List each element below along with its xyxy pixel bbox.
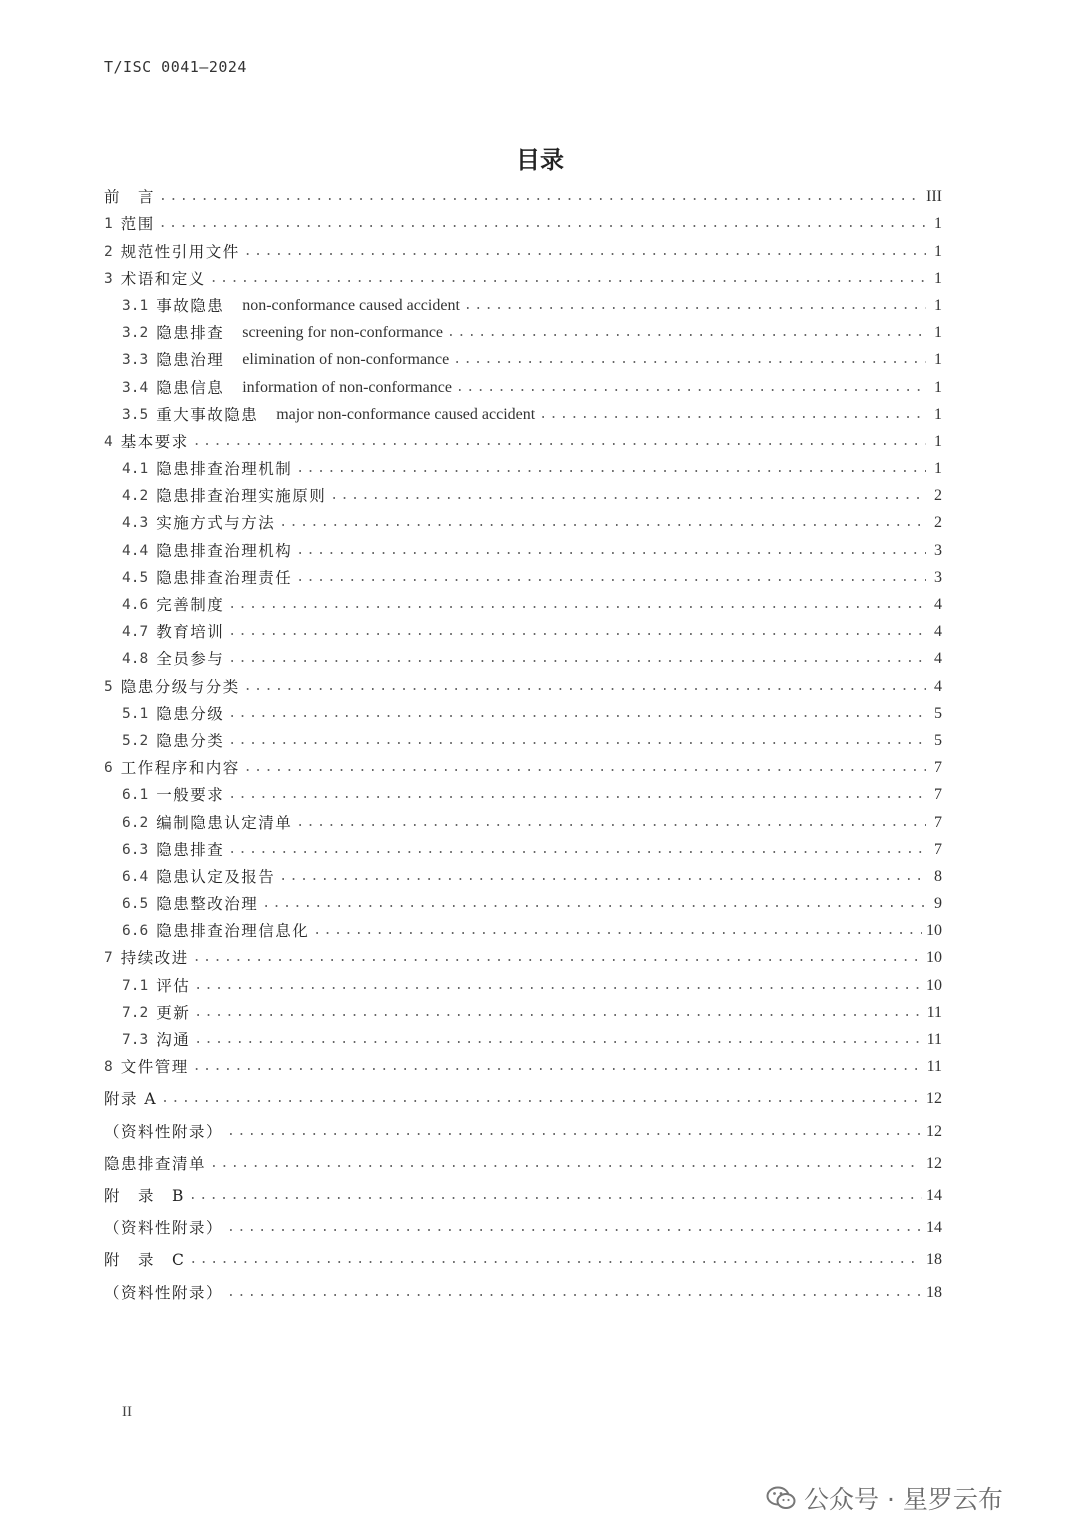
toc-dot-leader xyxy=(161,1089,922,1109)
toc-entry[interactable] xyxy=(104,1270,942,1302)
toc-dot-leader xyxy=(244,242,926,262)
toc-entry-page: 18 xyxy=(926,1251,942,1269)
toc-entry-page: 3 xyxy=(934,568,942,586)
toc-dot-leader xyxy=(296,541,926,561)
toc-entry-page: 1 xyxy=(934,324,942,342)
toc-entry-number: 5.2 xyxy=(122,732,149,749)
toc-entry-label: 一般要求 xyxy=(156,786,225,805)
toc-entry[interactable] xyxy=(104,533,942,560)
toc-entry-label: 隐患信息 xyxy=(156,378,225,397)
toc-entry-page: 14 xyxy=(926,1219,942,1237)
toc-entry-page: 4 xyxy=(934,596,942,613)
toc-entry-label: 隐患排查 xyxy=(156,840,225,859)
toc-entry[interactable] xyxy=(104,561,942,588)
standard-id: T/ISC 0041—2024 xyxy=(104,58,247,76)
toc-entry-number: 1 xyxy=(104,216,113,233)
toc-entry-number: 6.1 xyxy=(122,787,149,804)
toc-entry-page: 18 xyxy=(926,1283,942,1301)
toc-entry-label: 编制隐患认定清单 xyxy=(156,813,293,832)
toc-entry-label: 评估 xyxy=(156,976,191,995)
toc-entry-page: 1 xyxy=(934,432,942,450)
toc-entry[interactable] xyxy=(104,669,942,696)
toc-entry-page: 7 xyxy=(934,786,942,804)
toc-entry[interactable] xyxy=(104,452,942,479)
toc-entry-label: 工作程序和内容 xyxy=(120,759,240,778)
toc-entry[interactable] xyxy=(104,615,942,642)
toc-entry-label: 附录 A xyxy=(104,1090,158,1109)
toc-entry-page: 1 xyxy=(934,351,942,369)
toc-entry[interactable] xyxy=(104,1077,942,1109)
toc-entry-number: 3.2 xyxy=(122,325,149,342)
toc-entry-number: 7.3 xyxy=(122,1032,149,1048)
toc-entry[interactable] xyxy=(104,479,942,506)
toc-entry-number: 6.5 xyxy=(122,896,149,913)
toc-entry-label: （资料性附录） xyxy=(104,1283,224,1302)
toc-entry-number: 6 xyxy=(104,760,113,777)
toc-entry[interactable] xyxy=(104,1142,942,1174)
toc-entry-page: 1 xyxy=(934,242,942,260)
toc-entry-label: （资料性附录） xyxy=(104,1219,224,1238)
toc-dot-leader xyxy=(194,1030,922,1050)
toc-entry-label: 前 言 xyxy=(104,188,156,207)
toc-entry-label: 全员参与 xyxy=(156,650,225,669)
toc-entry-page: 11 xyxy=(926,1031,942,1048)
toc-dot-leader xyxy=(228,731,926,751)
toc-entry[interactable] xyxy=(104,697,942,724)
toc-entry[interactable] xyxy=(104,1206,942,1238)
toc-entry-number: 7 xyxy=(104,950,113,967)
toc-entry-page: 14 xyxy=(926,1186,942,1204)
toc-entry-label: 隐患认定及报告 xyxy=(156,867,276,886)
toc-entry-page: 1 xyxy=(934,405,942,423)
toc-entry-label: 隐患排查 xyxy=(156,324,225,343)
toc-entry-page: 2 xyxy=(934,487,942,505)
toc-entry[interactable] xyxy=(104,316,942,343)
toc-entry[interactable] xyxy=(104,1238,942,1270)
toc-entry-number: 4 xyxy=(104,433,113,450)
toc-entry-label: 完善制度 xyxy=(156,596,225,614)
toc-entry-english: information of non-conformance xyxy=(242,378,452,396)
toc-entry-number: 4.8 xyxy=(122,651,149,668)
toc-entry-english: non-conformance caused accident xyxy=(242,296,460,314)
toc-entry-number: 4.7 xyxy=(122,624,149,641)
toc-entry-label: 隐患分级 xyxy=(156,704,225,723)
toc-entry-number: 4.4 xyxy=(122,542,149,559)
table-of-contents xyxy=(104,180,942,1303)
toc-entry-label: （资料性附录） xyxy=(104,1122,224,1141)
toc-dot-leader xyxy=(189,1250,922,1270)
toc-entry-number: 7.1 xyxy=(122,977,149,994)
watermark-text: 公众号 · 星罗云布 xyxy=(804,1485,1003,1514)
toc-dot-leader xyxy=(456,378,926,398)
toc-entry[interactable] xyxy=(104,751,942,778)
toc-entry-page: 3 xyxy=(934,541,942,559)
toc-entry-number: 3.5 xyxy=(122,406,149,423)
toc-entry-number: 2 xyxy=(104,243,113,260)
toc-entry[interactable] xyxy=(104,1050,942,1077)
toc-dot-leader xyxy=(193,1057,923,1077)
toc-dot-leader xyxy=(228,840,926,860)
toc-entry-label: 范围 xyxy=(120,215,155,234)
toc-entry[interactable] xyxy=(104,996,942,1023)
page-number: II xyxy=(122,1404,132,1420)
toc-entry-label: 基本要求 xyxy=(120,432,189,451)
toc-dot-leader xyxy=(210,1154,922,1174)
toc-dot-leader xyxy=(228,704,926,724)
toc-entry-label: 持续改进 xyxy=(120,949,189,968)
toc-entry-page: 7 xyxy=(934,840,942,858)
toc-entry[interactable] xyxy=(104,887,942,914)
toc-entry-page: 1 xyxy=(934,269,942,287)
toc-dot-leader xyxy=(227,1218,922,1238)
toc-dot-leader xyxy=(159,214,926,234)
toc-entry-label: 隐患整改治理 xyxy=(156,895,259,914)
toc-entry[interactable] xyxy=(104,343,942,370)
toc-entry-page: 10 xyxy=(926,976,942,994)
toc-entry-label: 隐患分级与分类 xyxy=(120,677,240,696)
toc-entry-label: 沟通 xyxy=(156,1031,191,1049)
toc-entry[interactable] xyxy=(104,860,942,887)
toc-entry-page: 5 xyxy=(934,731,942,749)
toc-dot-leader xyxy=(464,296,926,316)
toc-entry-page: 12 xyxy=(926,1154,942,1172)
toc-entry-page: 4 xyxy=(934,650,942,668)
toc-title: 目录 xyxy=(516,146,564,174)
toc-entry-page: 1 xyxy=(934,460,942,478)
toc-entry-page: 7 xyxy=(934,759,942,777)
toc-entry-number: 6.6 xyxy=(122,923,149,940)
toc-dot-leader xyxy=(244,758,926,778)
toc-entry-number: 4.5 xyxy=(122,569,149,586)
toc-entry-number: 3.3 xyxy=(122,352,149,369)
toc-entry[interactable] xyxy=(104,289,942,316)
toc-entry-number: 6.2 xyxy=(122,814,149,831)
toc-entry-english: major non-conformance caused accident xyxy=(276,405,536,423)
toc-dot-leader xyxy=(227,1122,922,1142)
toc-entry[interactable] xyxy=(104,833,942,860)
toc-entry-page: 1 xyxy=(934,296,942,314)
toc-entry-number: 4.6 xyxy=(122,597,149,613)
toc-dot-leader xyxy=(313,921,922,941)
toc-dot-leader xyxy=(453,350,926,370)
toc-entry-number: 6.4 xyxy=(122,868,149,885)
toc-dot-leader xyxy=(228,595,926,615)
toc-entry-page: 8 xyxy=(934,867,942,885)
toc-dot-leader xyxy=(210,269,926,289)
toc-entry[interactable] xyxy=(104,398,942,425)
toc-entry[interactable] xyxy=(104,425,942,452)
toc-dot-leader xyxy=(296,459,926,479)
toc-entry-label: 隐患排查治理机制 xyxy=(156,460,293,479)
toc-entry[interactable] xyxy=(104,370,942,397)
toc-entry-page: 12 xyxy=(926,1122,942,1140)
toc-entry[interactable] xyxy=(104,642,942,669)
toc-entry-label: 实施方式与方法 xyxy=(156,514,276,533)
toc-entry[interactable] xyxy=(104,778,942,805)
toc-entry-label: 隐患排查治理实施原则 xyxy=(156,487,327,506)
toc-entry-label: 隐患排查治理信息化 xyxy=(156,922,310,941)
toc-entry-label: 教育培训 xyxy=(156,623,225,642)
toc-entry-number: 3 xyxy=(104,270,113,287)
toc-entry-label: 附 录 C xyxy=(104,1251,186,1270)
toc-dot-leader xyxy=(330,486,926,506)
toc-entry-english: elimination of non-conformance xyxy=(242,351,450,369)
toc-dot-leader xyxy=(228,622,926,642)
toc-entry-label: 附 录 B xyxy=(104,1186,185,1205)
toc-dot-leader xyxy=(296,813,926,833)
toc-entry-label: 隐患排查治理机构 xyxy=(156,541,293,560)
toc-entry-page: 4 xyxy=(934,623,942,641)
toc-entry-label: 更新 xyxy=(156,1003,191,1022)
toc-entry[interactable] xyxy=(104,1023,942,1050)
toc-entry-page: 10 xyxy=(926,922,942,940)
toc-entry-page: 2 xyxy=(934,514,942,532)
toc-entry-label: 隐患排查治理责任 xyxy=(156,568,293,587)
toc-entry-label: 事故隐患 xyxy=(156,296,225,315)
toc-entry-number: 6.3 xyxy=(122,841,149,858)
toc-entry-number: 4.3 xyxy=(122,515,149,532)
toc-entry-label: 隐患排查清单 xyxy=(104,1154,207,1173)
toc-entry[interactable] xyxy=(104,1174,942,1206)
toc-entry-page: 12 xyxy=(926,1090,942,1108)
toc-entry[interactable] xyxy=(104,914,942,941)
toc-dot-leader xyxy=(228,649,926,669)
toc-entry[interactable] xyxy=(104,234,942,261)
toc-dot-leader xyxy=(194,1003,922,1023)
toc-entry-number: 7.2 xyxy=(122,1004,149,1021)
toc-entry-page: 11 xyxy=(926,1058,942,1076)
toc-dot-leader xyxy=(193,432,926,452)
toc-entry-number: 5.1 xyxy=(122,705,149,722)
toc-entry[interactable] xyxy=(104,968,942,995)
toc-entry-page: 1 xyxy=(934,378,942,396)
toc-entry-label: 规范性引用文件 xyxy=(120,242,240,261)
toc-entry[interactable] xyxy=(104,724,942,751)
toc-entry-number: 3.1 xyxy=(122,297,149,314)
toc-dot-leader xyxy=(194,976,922,996)
toc-entry-label: 隐患治理 xyxy=(156,351,225,370)
toc-entry-english: screening for non-conformance xyxy=(242,324,444,342)
toc-dot-leader xyxy=(279,867,926,887)
toc-dot-leader xyxy=(193,948,922,968)
wechat-icon xyxy=(766,1485,796,1511)
toc-entry[interactable] xyxy=(104,588,942,615)
toc-entry-label: 术语和定义 xyxy=(120,269,206,288)
toc-dot-leader xyxy=(296,568,926,588)
toc-dot-leader xyxy=(244,677,926,697)
toc-dot-leader xyxy=(447,323,926,343)
toc-entry-number: 3.4 xyxy=(122,379,149,396)
toc-dot-leader xyxy=(279,513,926,533)
toc-entry-page: 7 xyxy=(934,813,942,831)
toc-dot-leader xyxy=(159,187,922,207)
toc-entry-label: 重大事故隐患 xyxy=(156,405,259,424)
toc-entry-label: 隐患分类 xyxy=(156,731,225,750)
toc-entry-number: 8 xyxy=(104,1059,113,1076)
toc-dot-leader xyxy=(539,405,926,425)
toc-entry-label: 文件管理 xyxy=(120,1058,189,1077)
toc-entry-page: 5 xyxy=(934,704,942,722)
toc-entry[interactable] xyxy=(104,207,942,234)
toc-dot-leader xyxy=(228,785,926,805)
toc-entry-number: 4.2 xyxy=(122,488,149,505)
toc-entry[interactable] xyxy=(104,180,942,207)
toc-dot-leader xyxy=(227,1283,922,1303)
toc-entry-page: 4 xyxy=(934,677,942,695)
toc-dot-leader xyxy=(262,894,926,914)
toc-entry[interactable] xyxy=(104,1109,942,1141)
toc-entry[interactable] xyxy=(104,941,942,968)
toc-entry-page: 9 xyxy=(934,895,942,913)
toc-entry-page: 10 xyxy=(926,949,942,967)
toc-entry[interactable] xyxy=(104,805,942,832)
toc-entry-number: 5 xyxy=(104,678,113,695)
toc-entry-page: 1 xyxy=(934,215,942,233)
watermark xyxy=(766,1478,1003,1518)
toc-entry-number: 4.1 xyxy=(122,461,149,478)
toc-dot-leader xyxy=(189,1186,922,1206)
toc-entry[interactable] xyxy=(104,262,942,289)
toc-entry[interactable] xyxy=(104,506,942,533)
toc-entry-page: 11 xyxy=(926,1003,942,1021)
toc-entry-page: III xyxy=(926,188,942,206)
